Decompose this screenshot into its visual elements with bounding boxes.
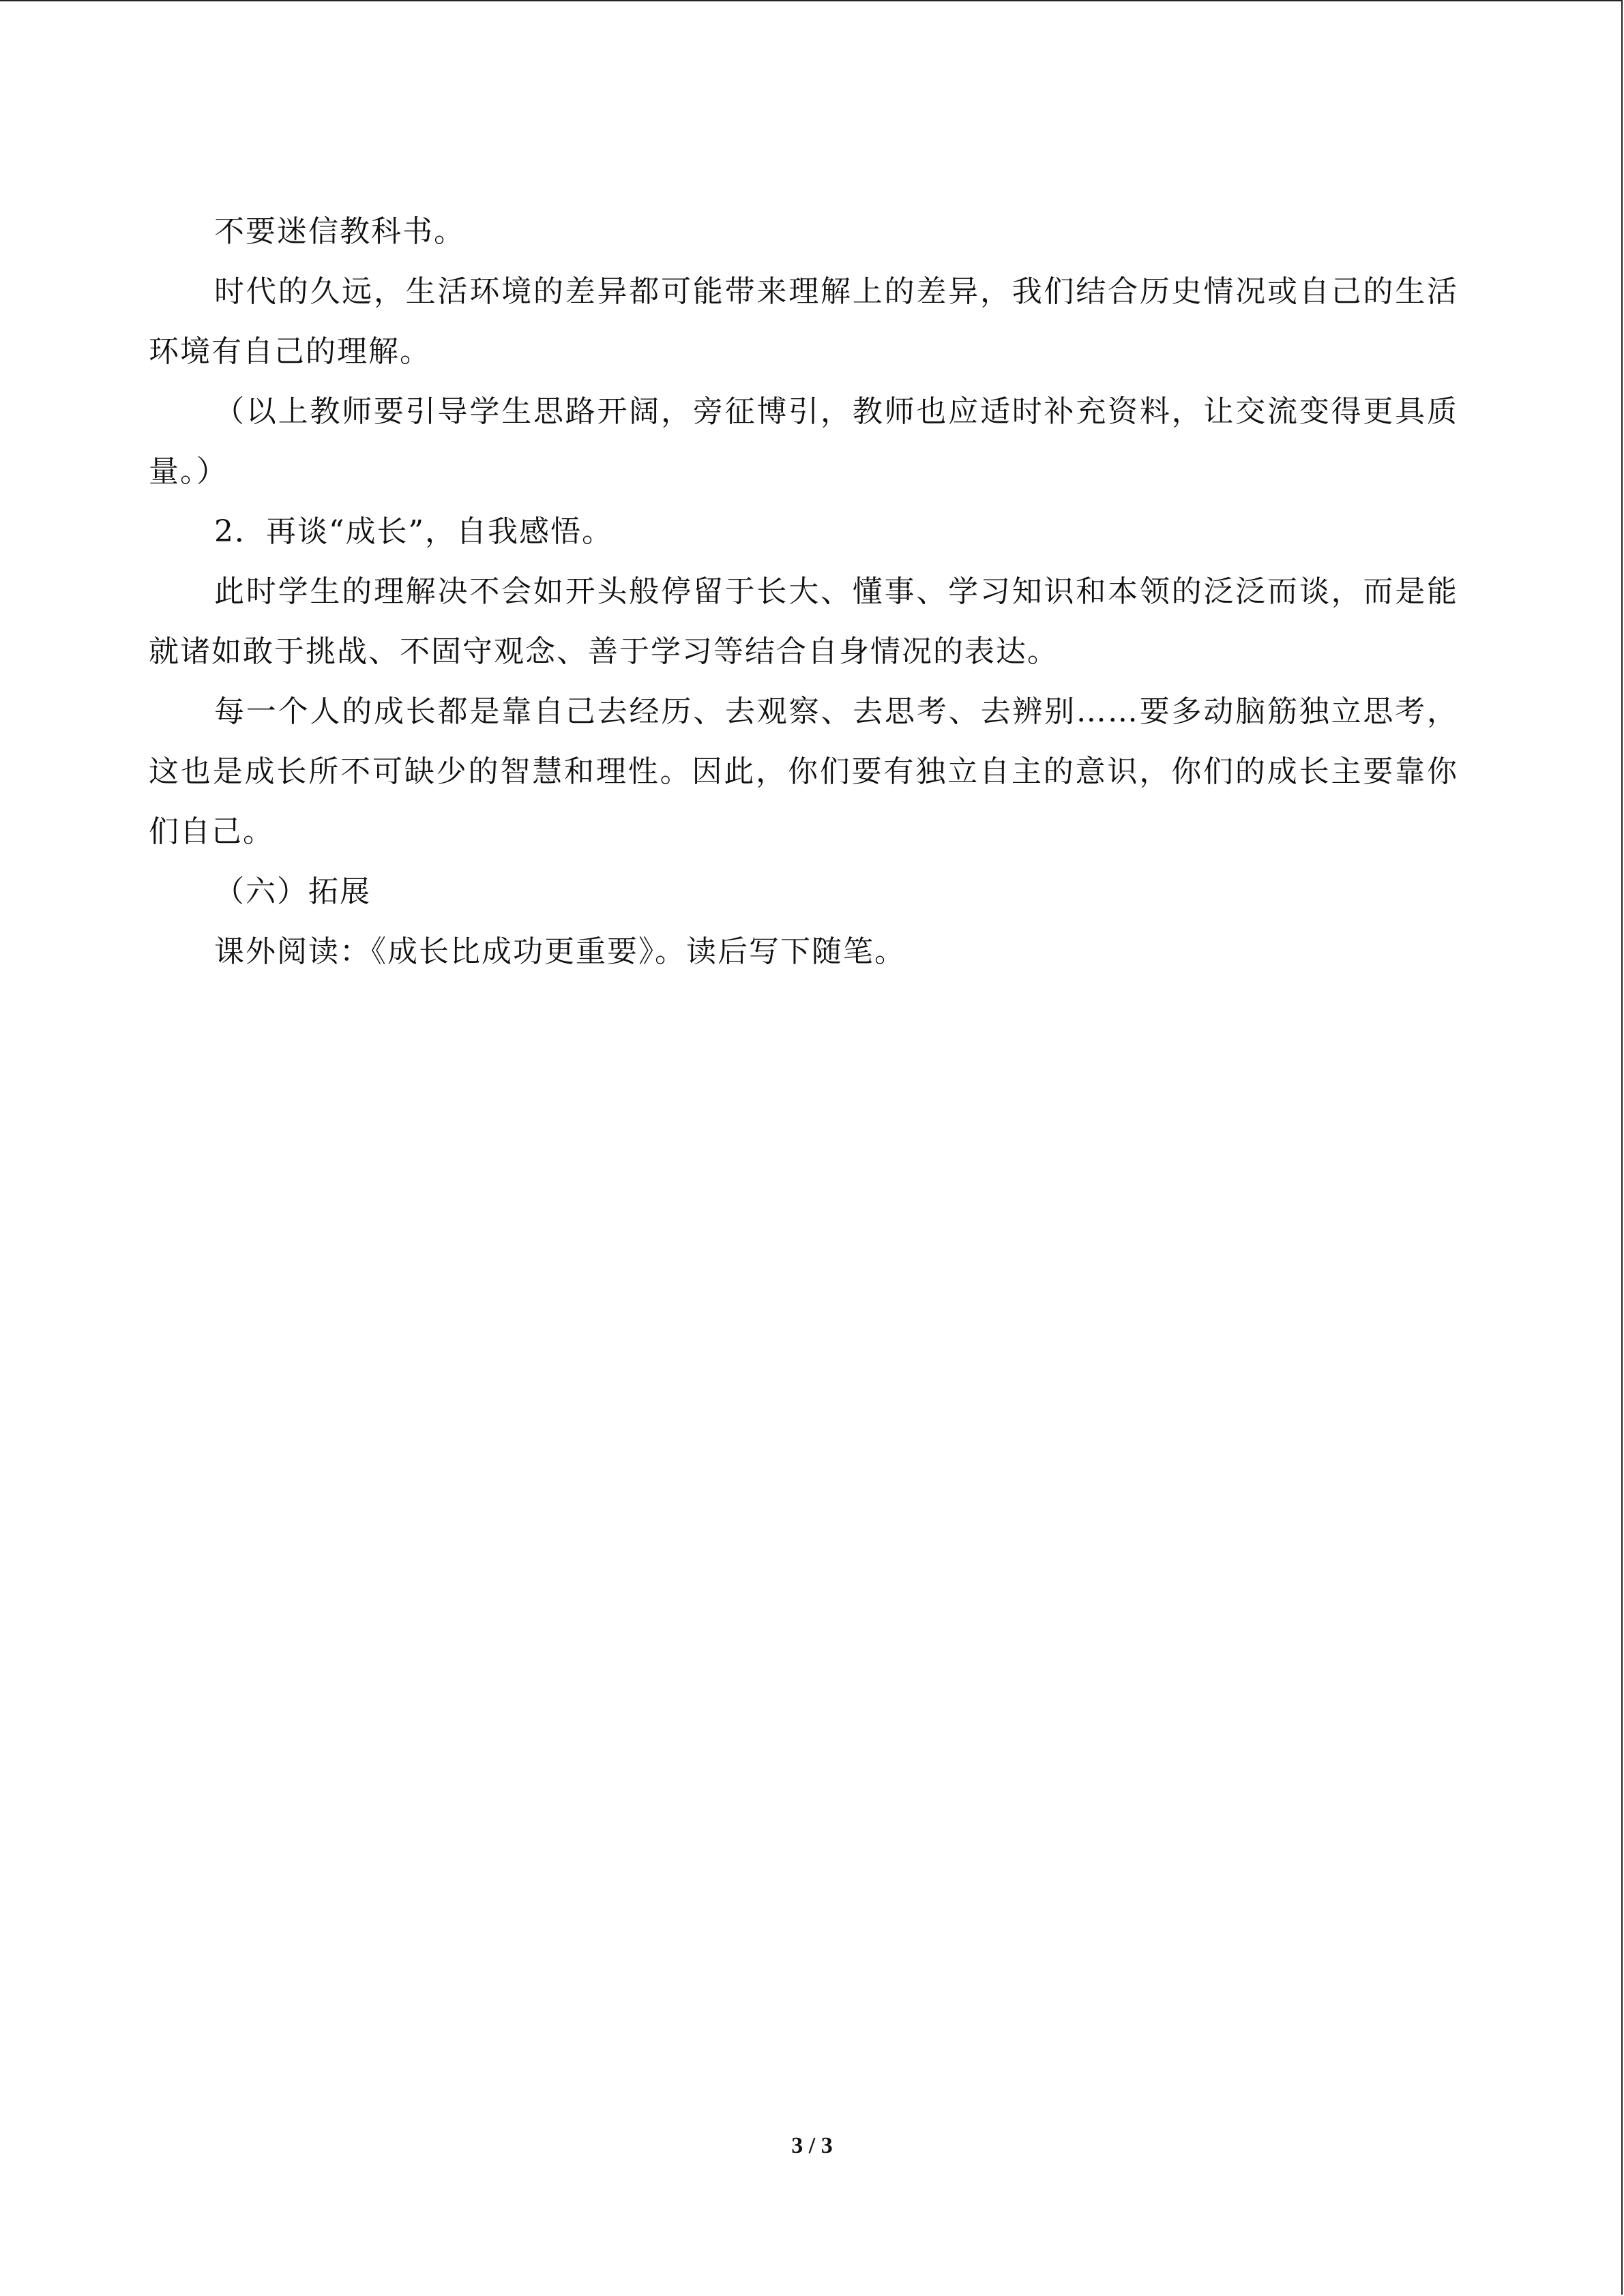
paragraph: 课外阅读：《成长比成功更重要》。读后写下随笔。 <box>214 934 906 969</box>
paragraph: （以上教师要引导学生思路开阔，旁征博引，教师也应适时补充资料，让交流变得更具质量。） <box>149 394 1458 489</box>
paragraph: 每一个人的成长都是靠自己去经历、去观察、去思考、去辨别……要多动脑筋独立思考，这也是成长所不可缺少的智慧和理性。因此，你们要有独立自主的意识，你们的成长主要靠你们自己。 <box>149 694 1458 849</box>
paragraph: 不要迷信教科书。 <box>214 214 465 249</box>
page-number: 3 / 3 <box>791 2133 833 2158</box>
paragraph: 2．再谈“成长”，自我感悟。 <box>214 514 613 549</box>
paragraph: 此时学生的理解决不会如开头般停留于长大、懂事、学习知识和本领的泛泛而谈，而是能就诸如敢于挑战、不固守观念、善于学习等结合自身情况的表达。 <box>149 574 1458 669</box>
document-body <box>149 202 1458 982</box>
section-heading: （六）拓展 <box>214 874 371 909</box>
paragraph: 时代的久远，生活环境的差异都可能带来理解上的差异，我们结合历史情况或自己的生活环境有自己的理解。 <box>149 274 1458 369</box>
